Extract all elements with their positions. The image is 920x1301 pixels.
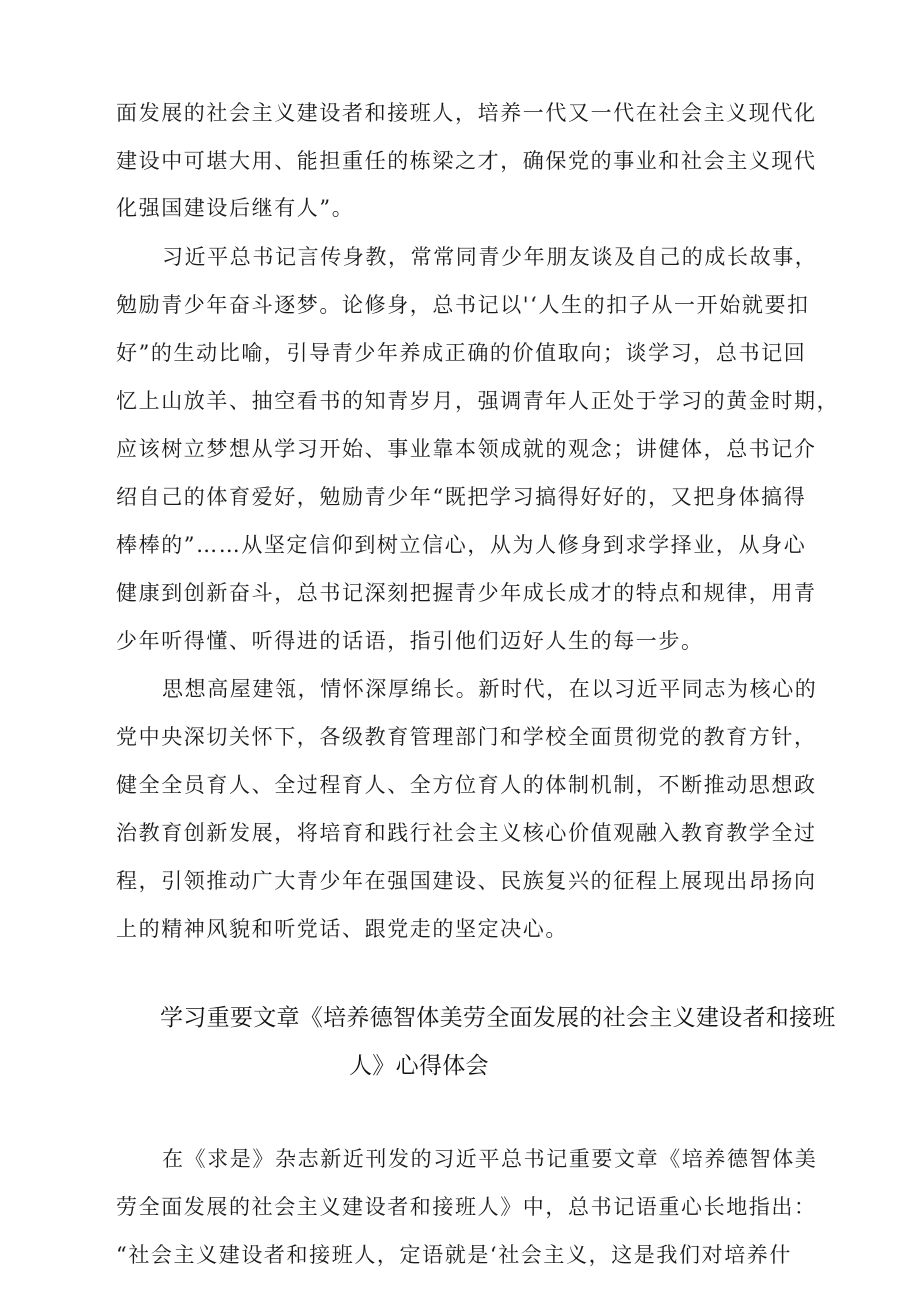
paragraph-line: 好”的生动比喻，引导青少年养成正确的价值取向；谈学习，总书记回 — [116, 341, 807, 365]
paragraph-line: 少年听得懂、听得进的话语，指引他们迈好人生的每一步。 — [116, 629, 704, 653]
paragraph-line: 应该树立梦想从学习开始、事业靠本领成就的观念；讲健体，总书记介 — [116, 437, 817, 461]
paragraph-line: 棒棒的”……从坚定信仰到树立信心，从为人修身到求学择业，从身心 — [116, 533, 807, 557]
paragraph-line: 在《求是》杂志新近刊发的习近平总书记重要文章《培养德智体美 — [162, 1147, 818, 1171]
paragraph-line: 习近平总书记言传身教，常常同青少年朋友谈及自己的成长故事， — [162, 245, 818, 269]
paragraph-line: 忆上山放羊、抽空看书的知青岁月，强调青年人正处于学习的黄金时期， — [116, 389, 840, 413]
paragraph-line: 劳全面发展的社会主义建设者和接班人》中，总书记语重心长地指出： — [116, 1195, 817, 1219]
paragraph-line: 党中央深切关怀下，各级教育管理部门和学校全面贯彻党的教育方针， — [116, 725, 817, 749]
section-heading-line: 学习重要文章《培养德智体美劳全面发展的社会主义建设者和接班 — [160, 1005, 836, 1031]
paragraph-line: 勉励青少年奋斗逐梦。论修身，总书记以'‘人生的扣子从一开始就要扣 — [116, 293, 810, 317]
paragraph-line: “社会主义建设者和接班人，定语就是‘社会主义，这是我们对培养什 — [116, 1243, 793, 1267]
paragraph-line: 面发展的社会主义建设者和接班人，培养一代又一代在社会主义现代化 — [116, 101, 817, 125]
paragraph-line: 思想高屋建瓴，情怀深厚绵长。新时代，在以习近平同志为核心的 — [162, 677, 818, 701]
paragraph-line: 健康到创新奋斗，总书记深刻把握青少年成长成才的特点和规律，用青 — [116, 581, 817, 605]
paragraph-line: 健全全员育人、全过程育人、全方位育人的体制机制，不断推动思想政 — [116, 773, 817, 797]
paragraph-line: 绍自己的体育爱好，勉励青少年“既把学习搞得好好的，又把身体搞得 — [116, 485, 807, 509]
paragraph-line: 建设中可堪大用、能担重任的栋梁之才，确保党的事业和社会主义现代 — [116, 149, 817, 173]
section-heading-line: 人》心得体会 — [349, 1053, 489, 1079]
paragraph-line: 程，引领推动广大青少年在强国建设、民族复兴的征程上展现出昂扬向 — [116, 869, 817, 893]
paragraph-line: 治教育创新发展，将培育和践行社会主义核心价值观融入教育教学全过 — [116, 821, 817, 845]
paragraph-line: 化强国建设后继有人”。 — [116, 196, 355, 220]
paragraph-line: 上的精神风貌和听党话、跟党走的坚定决心。 — [116, 917, 568, 941]
